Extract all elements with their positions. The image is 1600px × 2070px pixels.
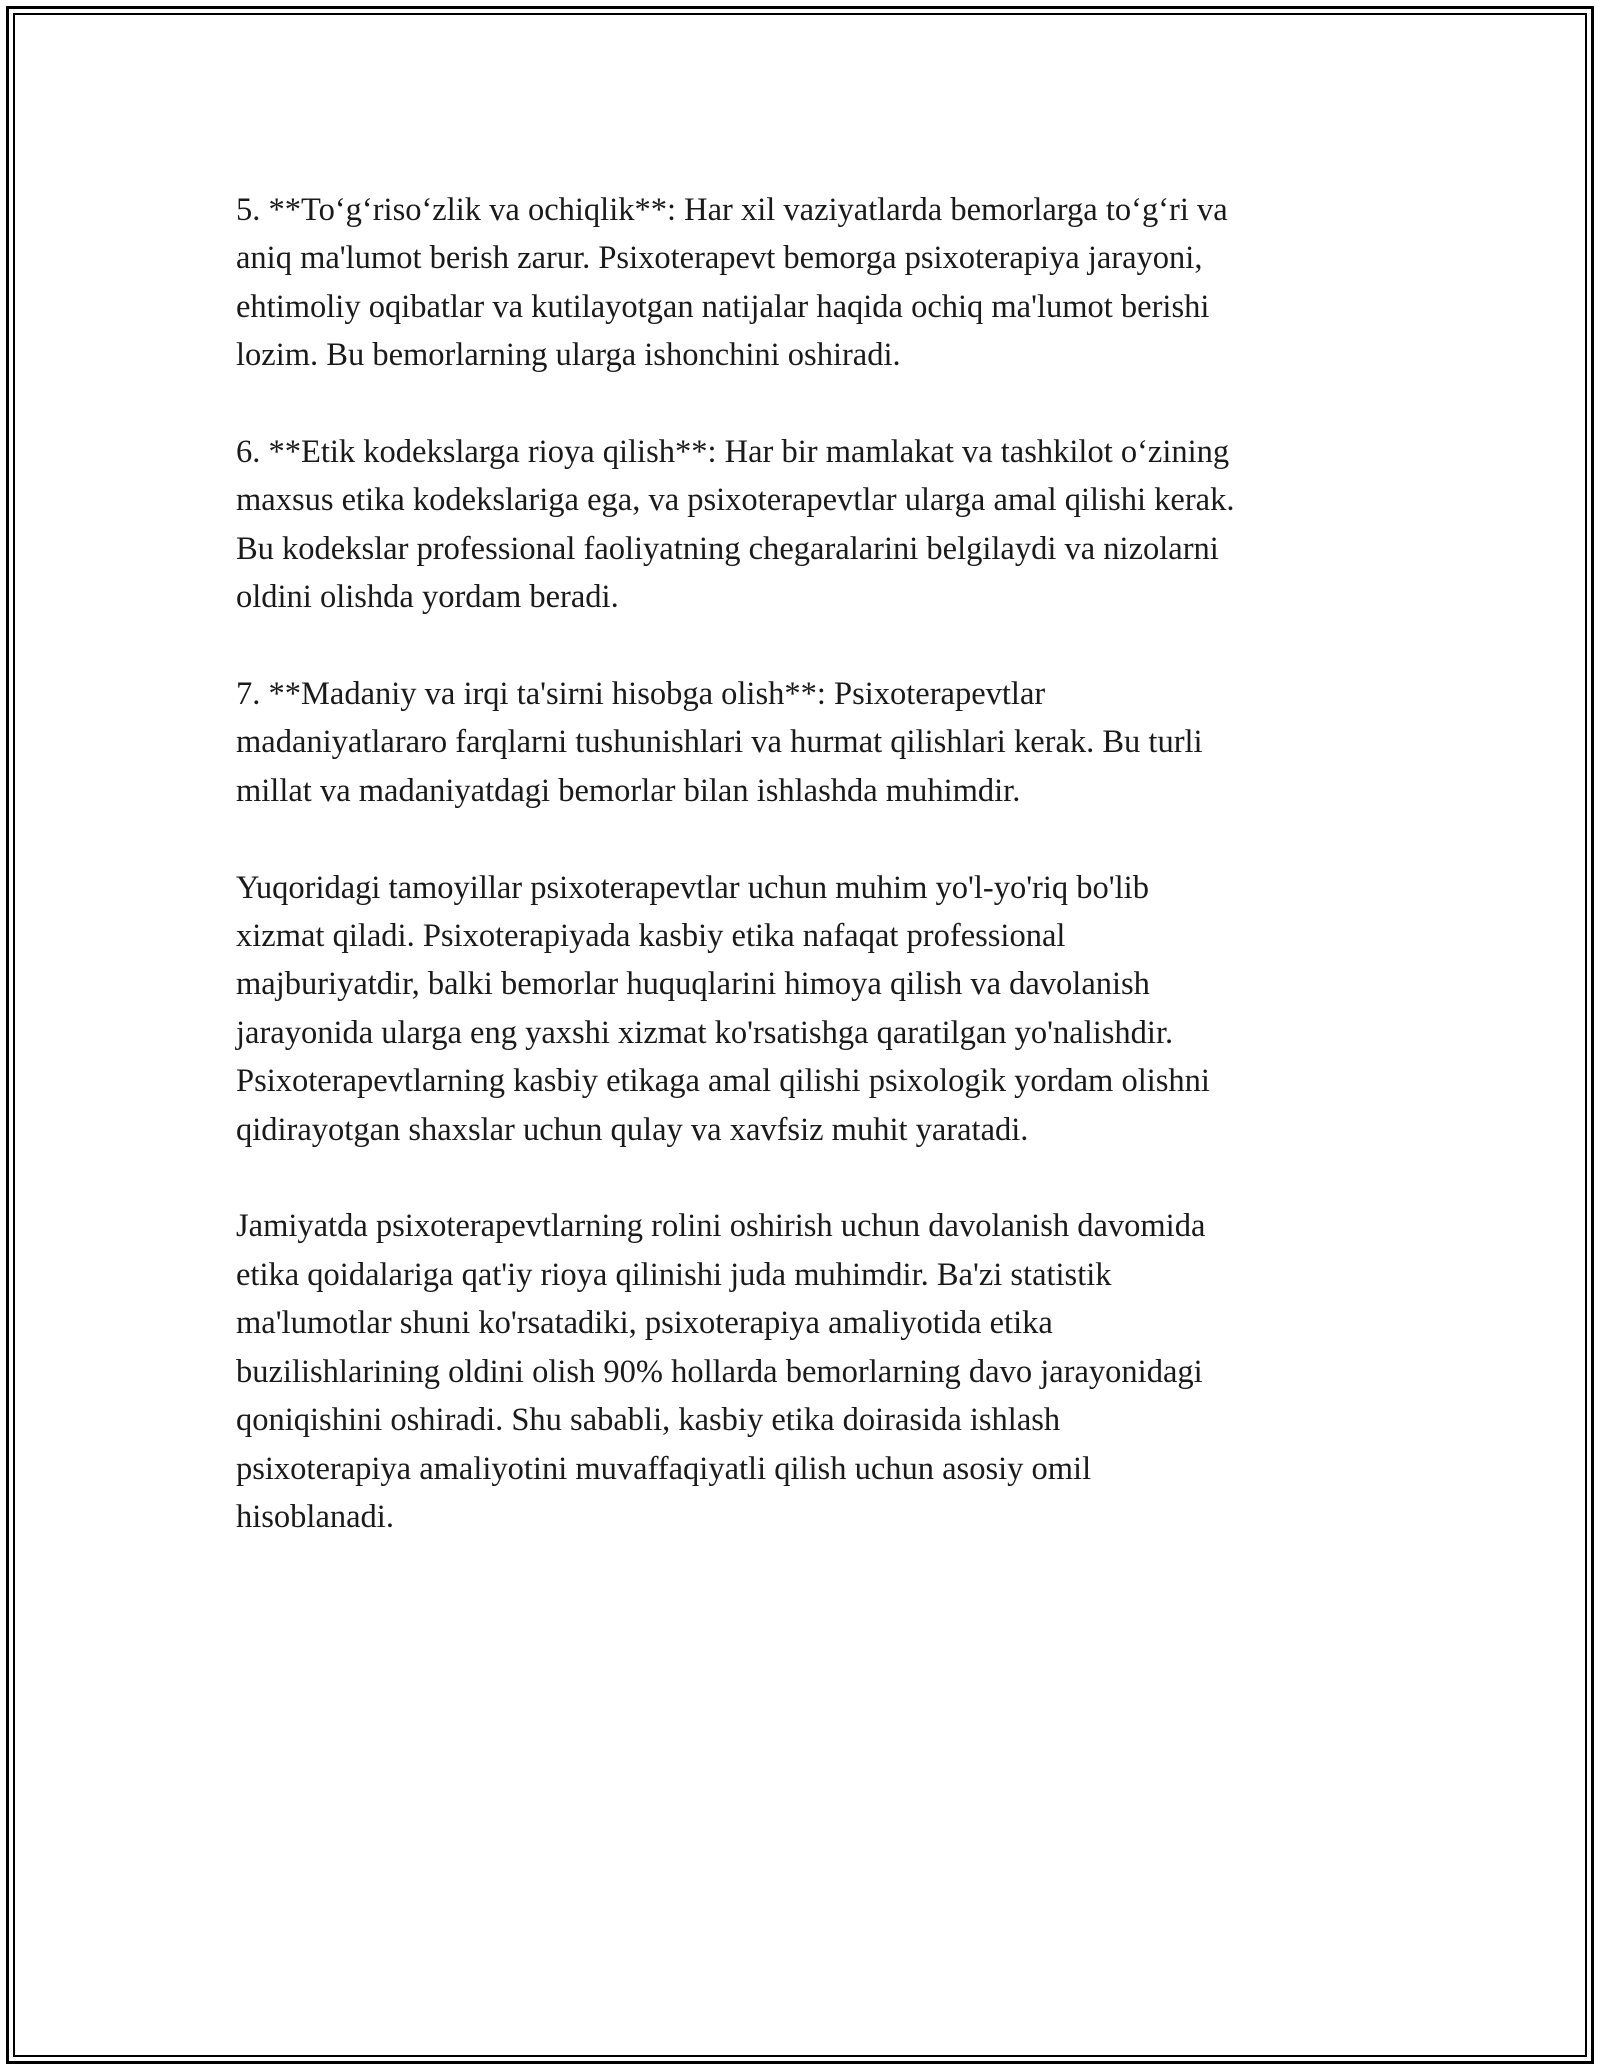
- text-line: etika qoidalariga qat'iy rioya qilinishi juda muhimdir. Ba'zi statistik: [236, 1256, 1112, 1293]
- text-line: ma'lumotlar shuni ko'rsatadiki, psixoterapiya amaliyotida etika: [236, 1305, 1053, 1342]
- text-line: Psixoterapevtlarning kasbiy etikaga amal qilishi psixologik yordam olishni: [236, 1063, 1210, 1100]
- paragraph-ethics-codes: [236, 428, 1376, 622]
- text-line: hisoblanadi.: [236, 1498, 394, 1535]
- text-line: majburiyatdir, balki bemorlar huquqlarini himoya qilish va davolanish: [236, 966, 1150, 1003]
- text-line: jarayonida ularga eng yaxshi xizmat ko'rsatishga qaratilgan yo'nalishdir.: [236, 1014, 1174, 1051]
- text-line: madaniyatlararo farqlarni tushunishlari va hurmat qilishlari kerak. Bu turli: [236, 724, 1203, 761]
- text-line: Jamiyatda psixoterapevtlarning rolini oshirish uchun davolanish davomida: [236, 1208, 1206, 1245]
- text-line: lozim. Bu bemorlarning ularga ishonchini oshiradi.: [236, 337, 901, 374]
- paragraph-honesty-openness: [236, 186, 1376, 380]
- paragraph-principles-summary: [236, 864, 1376, 1154]
- paragraph-cultural-influence: [236, 670, 1376, 815]
- text-line: qidirayotgan shaxslar uchun qulay va xavfsiz muhit yaratadi.: [236, 1111, 1029, 1148]
- text-line: oldini olishda yordam beradi.: [236, 579, 619, 616]
- text-line: xizmat qiladi. Psixoterapiyada kasbiy etika nafaqat professional: [236, 918, 1066, 955]
- document-body: [236, 186, 1376, 1590]
- text-line: millat va madaniyatdagi bemorlar bilan ishlashda muhimdir.: [236, 772, 1021, 809]
- text-line: aniq ma'lumot berish zarur. Psixoterapevt bemorga psixoterapiya jarayoni,: [236, 240, 1203, 277]
- text-line: buzilishlarining oldini olish 90% hollarda bemorlarning davo jarayonidagi: [236, 1353, 1203, 1390]
- text-line: psixoterapiya amaliyotini muvaffaqiyatli qilish uchun asosiy omil: [236, 1450, 1092, 1487]
- text-line: 6. **Etik kodekslarga rioya qilish**: Har bir mamlakat va tashkilot o‘zining: [236, 434, 1230, 471]
- text-line: qoniqishini oshiradi. Shu sababli, kasbiy etika doirasida ishlash: [236, 1402, 1061, 1439]
- paragraph-conclusion: [236, 1202, 1376, 1541]
- text-line: 5. **To‘g‘riso‘zlik va ochiqlik**: Har xil vaziyatlarda bemorlarga to‘g‘ri va: [236, 192, 1228, 228]
- text-line: ehtimoliy oqibatlar va kutilayotgan natijalar haqida ochiq ma'lumot berishi: [236, 288, 1210, 325]
- text-line: 7. **Madaniy va irqi ta'sirni hisobga olish**: Psixoterapevtlar: [236, 676, 1046, 713]
- text-line: Bu kodekslar professional faoliyatning chegaralarini belgilaydi va nizolarni: [236, 530, 1219, 567]
- text-line: maxsus etika kodekslariga ega, va psixoterapevtlar ularga amal qilishi kerak.: [236, 482, 1235, 519]
- text-line: Yuqoridagi tamoyillar psixoterapevtlar uchun muhim yo'l-yo'riq bo'lib: [236, 869, 1149, 906]
